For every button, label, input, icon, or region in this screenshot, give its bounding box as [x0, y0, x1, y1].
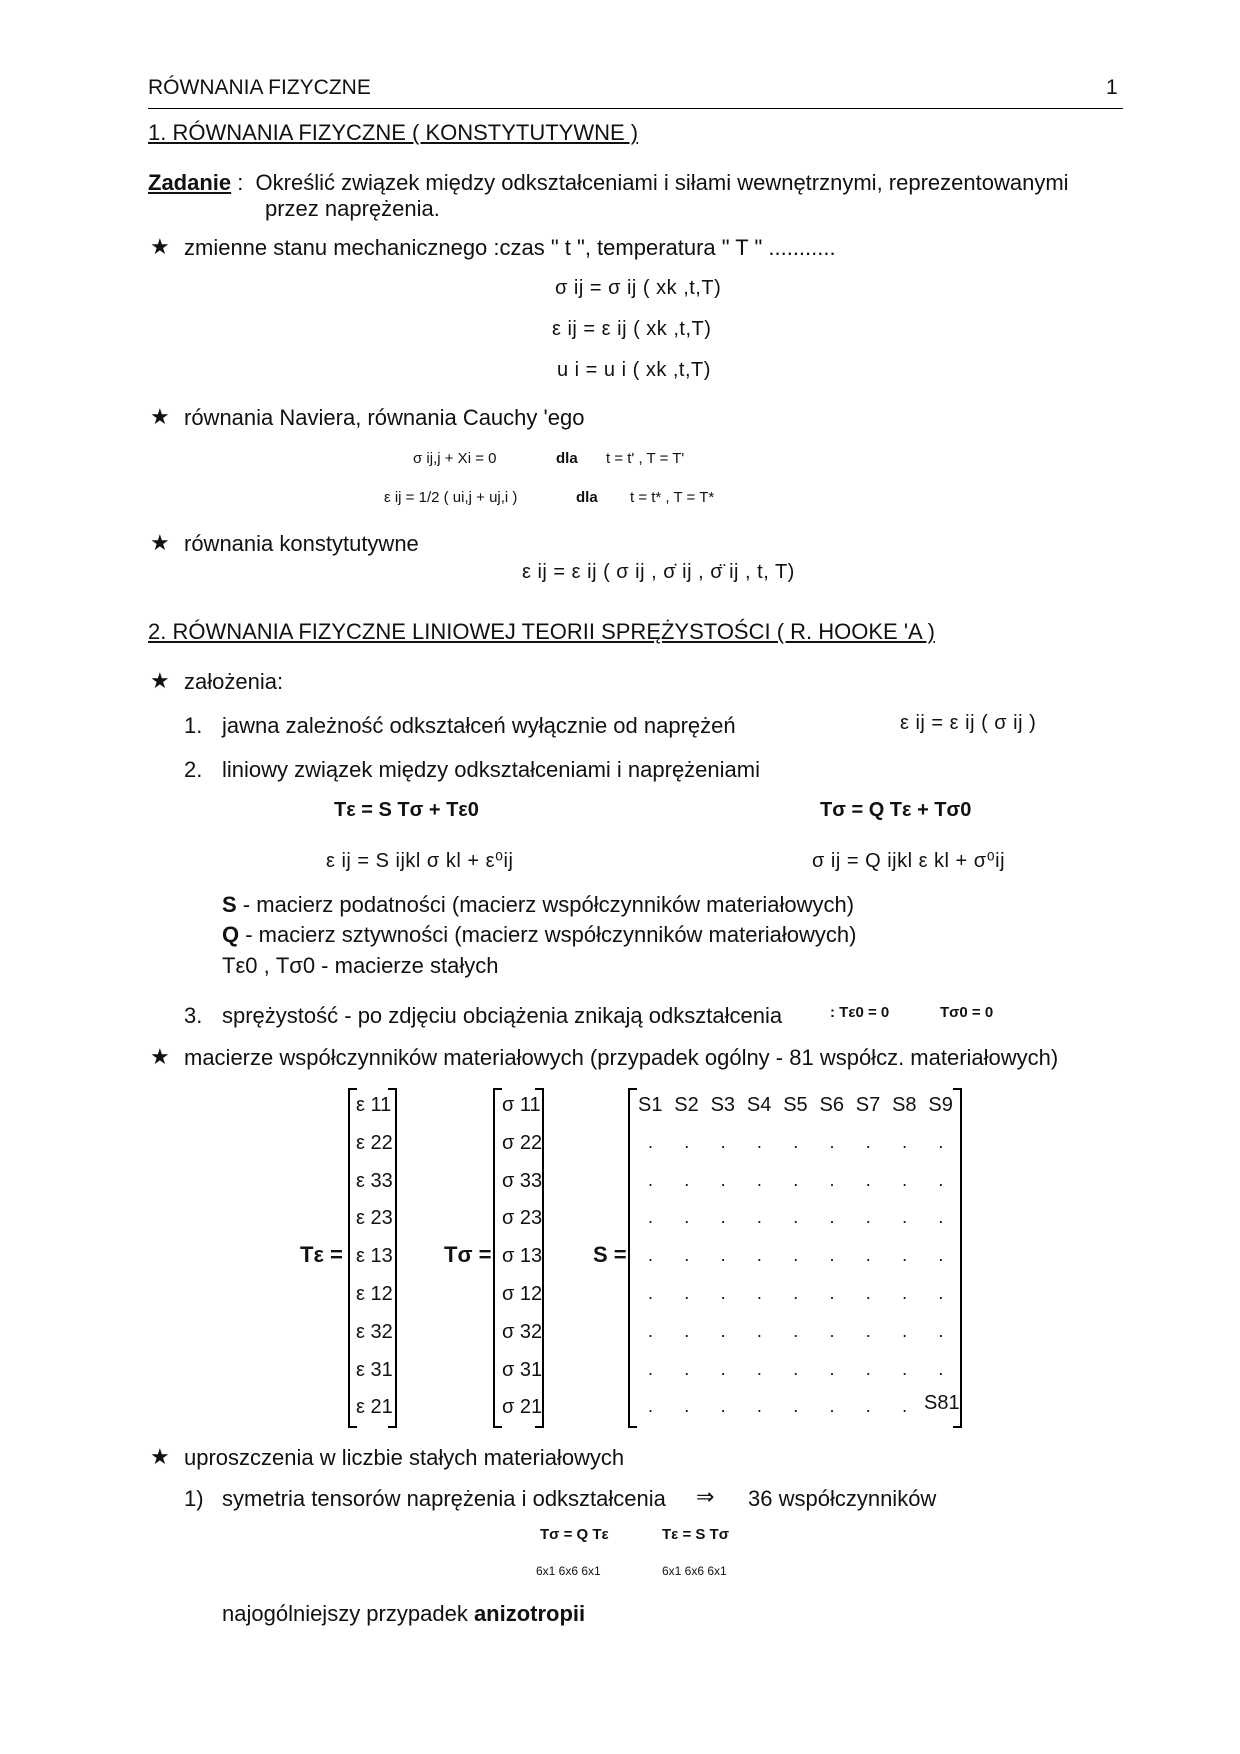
- def-S: S - macierz podatności (macierz współczynników materiałowych): [222, 892, 855, 917]
- star-bullet-icon: ★: [150, 404, 170, 429]
- S-matrix-dot: .: [793, 1245, 799, 1266]
- S-matrix-dot: .: [902, 1320, 908, 1341]
- S-matrix-dot: .: [648, 1283, 654, 1303]
- equation-constitutive: ε ij = ε ij ( σ ij , σ̇ ij , σ̈ ij , t, T): [522, 561, 795, 583]
- S-matrix-dot: .: [756, 1396, 762, 1417]
- S-matrix-dot: .: [938, 1283, 944, 1303]
- S-matrix-header-entry: S4: [746, 1094, 772, 1116]
- anisotropy-line: najogólniejszy przypadek anizotropii: [222, 1601, 586, 1626]
- S-matrix-dot: .: [756, 1320, 762, 1341]
- S-matrix-dot: .: [829, 1396, 835, 1417]
- S-matrix-dot: .: [865, 1358, 871, 1379]
- S-matrix-dot: .: [720, 1245, 726, 1266]
- item-1-text: jawna zależność odkształceń wyłącznie od naprężeń: [222, 713, 736, 738]
- S-matrix-dot: .: [720, 1131, 726, 1152]
- Te-label: Tε =: [300, 1242, 343, 1267]
- strain-vector-entry: ε 11: [356, 1094, 392, 1116]
- S-matrix-dot: .: [684, 1169, 690, 1190]
- S-matrix-dot: .: [829, 1358, 835, 1379]
- S-matrix-dot: .: [938, 1245, 944, 1266]
- bullet-simplifications: uproszczenia w liczbie stałych materiałowych: [184, 1445, 625, 1470]
- S-matrix-dot: .: [684, 1245, 690, 1266]
- item-3-cond-stress: Tσ0 = 0: [940, 1004, 994, 1021]
- S-matrix-header-entry: S5: [783, 1094, 808, 1116]
- item-3-number: 3.: [184, 1003, 203, 1028]
- S-matrix-dot: .: [684, 1207, 690, 1228]
- star-bullet-icon: ★: [150, 668, 170, 693]
- task-label: Zadanie: [148, 170, 232, 195]
- strain-vector-entry: ε 31: [356, 1358, 393, 1381]
- strain-vector-entry: ε 23: [356, 1207, 393, 1230]
- task-text-2: przez naprężenia.: [265, 196, 440, 221]
- strain-vector-entry: ε 22: [356, 1131, 393, 1154]
- S-matrix-dot: .: [648, 1320, 654, 1341]
- equation-stress: σ ij = σ ij ( xk ,t,T): [555, 277, 722, 299]
- S-matrix-dot: .: [648, 1207, 654, 1228]
- S-matrix-header-entry: S1: [638, 1094, 663, 1116]
- strain-vector-entry: ε 13: [356, 1245, 393, 1268]
- section-2-title: 2. RÓWNANIA FIZYCZNE LINIOWEJ TEORII SPRĘŻYSTOŚCI ( R. HOOKE 'A ): [148, 619, 935, 644]
- strain-vector-entry: ε 21: [356, 1396, 393, 1419]
- S-matrix-dot: .: [756, 1207, 762, 1228]
- S-matrix-dot: .: [720, 1207, 726, 1228]
- item-2-text: liniowy związek między odkształceniami i naprężeniami: [222, 757, 760, 782]
- linear-eq-stress: Tσ = Q Tε + Tσ0: [820, 799, 972, 821]
- page-number: 1: [1106, 76, 1118, 99]
- S-matrix-dot: .: [648, 1131, 654, 1152]
- S-matrix-last-entry: S81: [924, 1392, 960, 1414]
- stress-vector-entry: σ 22: [502, 1131, 543, 1154]
- strain-vector-entry: ε 33: [356, 1169, 393, 1192]
- cauchy-condition: t = t* , T = T*: [630, 489, 715, 506]
- index-eq-stress: σ ij = Q ijkl ε kl + σ⁰ij: [812, 850, 1006, 872]
- S-matrix-dot: .: [793, 1283, 799, 1303]
- S-matrix-dot: .: [865, 1207, 871, 1228]
- running-header-title: RÓWNANIA FIZYCZNE: [148, 76, 371, 99]
- S-matrix-dot: .: [865, 1320, 871, 1341]
- task-line: Zadanie : Określić związek między odkształceniami i siłami wewnętrznymi, reprezentowanymi: [148, 170, 1069, 195]
- S-matrix-dot: .: [648, 1169, 654, 1190]
- stress-vector-entry: σ 11: [502, 1094, 541, 1116]
- S-matrix-dot: .: [829, 1245, 835, 1266]
- S-left-bracket: [628, 1088, 637, 1428]
- S-matrix-dot: .: [829, 1207, 835, 1228]
- S-matrix-header-entry: S8: [892, 1094, 917, 1116]
- bullet-navier-cauchy: równania Naviera, równania Cauchy 'ego: [184, 405, 585, 430]
- S-matrix-header-entry: S7: [855, 1094, 881, 1116]
- strain-vector-entry: ε 32: [356, 1320, 393, 1343]
- navier-dla: dla: [556, 450, 578, 467]
- S-matrix-dot: .: [865, 1131, 871, 1152]
- navier-condition: t = t' , T = T': [606, 450, 685, 467]
- equation-displacement: u i = u i ( xk ,t,T): [557, 359, 711, 381]
- S-matrix-dot: .: [684, 1320, 690, 1341]
- S-matrix-dot: .: [684, 1396, 690, 1417]
- stress-vector-entry: σ 12: [502, 1283, 543, 1305]
- S-matrix-dot: .: [793, 1320, 799, 1341]
- def-T0: Tε0 , Tσ0 - macierze stałych: [222, 953, 499, 978]
- S-matrix-dot: .: [756, 1358, 762, 1379]
- S-matrix-dot: .: [793, 1358, 799, 1379]
- simpl-1-number: 1): [184, 1486, 204, 1511]
- S-matrix-dot: .: [720, 1358, 726, 1379]
- stress-vector-entry: σ 33: [502, 1169, 543, 1192]
- S-matrix-dot: .: [902, 1131, 908, 1152]
- S-matrix-dot: .: [648, 1245, 654, 1266]
- item-3-cond-strain: : Tε0 = 0: [830, 1004, 890, 1021]
- S-matrix-dot: .: [756, 1169, 762, 1190]
- Ts-left-bracket: [493, 1088, 502, 1428]
- S-matrix-dot: .: [684, 1358, 690, 1379]
- S-matrix-dot: .: [756, 1245, 762, 1266]
- def-Q: Q - macierz sztywności (macierz współczynników materiałowych): [222, 922, 857, 947]
- index-eq-strain: ε ij = S ijkl σ kl + ε⁰ij: [326, 850, 514, 872]
- stress-vector-entry: σ 32: [502, 1320, 543, 1343]
- stress-vector-entry: σ 13: [502, 1245, 543, 1268]
- linear-eq-strain: Tε = S Tσ + Tε0: [334, 799, 479, 821]
- S-matrix-dot: .: [793, 1207, 799, 1228]
- S-matrix-dot: .: [720, 1169, 726, 1190]
- reduced-eq-strain-dims: 6x1 6x6 6x1: [662, 1564, 727, 1578]
- S-right-bracket: [953, 1088, 962, 1428]
- S-matrix-dot: .: [902, 1358, 908, 1379]
- S-matrix-dot: .: [793, 1169, 799, 1190]
- S-matrix-dot: .: [938, 1358, 944, 1379]
- S-matrix-dot: .: [684, 1131, 690, 1152]
- S-matrix-dot: .: [648, 1396, 654, 1417]
- simpl-1-result: 36 współczynników: [748, 1486, 937, 1511]
- simpl-1-text: symetria tensorów naprężenia i odkształcenia: [222, 1486, 666, 1511]
- item-1-equation: ε ij = ε ij ( σ ij ): [900, 712, 1037, 734]
- stress-vector-entry: σ 23: [502, 1207, 543, 1230]
- bullet-material-matrices: macierze współczynników materiałowych (przypadek ogólny - 81 współcz. materiałowych): [184, 1045, 1059, 1070]
- implies-arrow-icon: ⇒: [696, 1484, 715, 1509]
- S-matrix-dot: .: [902, 1283, 908, 1303]
- S-matrix-header-entry: S6: [819, 1094, 844, 1116]
- bullet-constitutive: równania konstytutywne: [184, 531, 419, 556]
- S-matrix-dot: .: [865, 1283, 871, 1303]
- S-matrix-dot: .: [829, 1131, 835, 1152]
- S-matrix-dot: .: [938, 1320, 944, 1341]
- S-matrix-dot: .: [865, 1245, 871, 1266]
- S-matrix-header-entry: S9: [928, 1094, 953, 1116]
- header-rule: [148, 108, 1123, 109]
- S-matrix-dot: .: [756, 1283, 762, 1303]
- S-matrix-dot: .: [938, 1169, 944, 1190]
- item-3-text: sprężystość - po zdjęciu obciążenia znikają odkształcenia: [222, 1003, 783, 1028]
- item-1-number: 1.: [184, 713, 203, 738]
- star-bullet-icon: ★: [150, 234, 170, 259]
- S-matrix-dot: .: [902, 1396, 908, 1417]
- S-label: S =: [593, 1242, 627, 1267]
- S-matrix-dot: .: [865, 1169, 871, 1190]
- S-matrix-dot: .: [829, 1283, 835, 1303]
- S-matrix-dot: .: [938, 1131, 944, 1152]
- S-matrix-dot: .: [720, 1320, 726, 1341]
- star-bullet-icon: ★: [150, 1444, 170, 1469]
- S-matrix-dot: .: [720, 1396, 726, 1417]
- section-1-title: 1. RÓWNANIA FIZYCZNE ( KONSTYTUTYWNE ): [148, 120, 639, 145]
- S-matrix-dot: .: [793, 1131, 799, 1152]
- stress-vector-entry: σ 31: [502, 1358, 543, 1381]
- S-matrix-dot: .: [756, 1131, 762, 1152]
- cauchy-dla: dla: [576, 489, 598, 506]
- item-2-number: 2.: [184, 757, 203, 782]
- navier-equation: σ ij,j + Xi = 0: [413, 450, 497, 467]
- stress-vector-entry: σ 21: [502, 1396, 543, 1419]
- S-matrix-dot: .: [829, 1320, 835, 1341]
- S-matrix-header-entry: S2: [674, 1094, 699, 1116]
- equation-strain: ε ij = ε ij ( xk ,t,T): [552, 318, 712, 340]
- reduced-eq-stress-dims: 6x1 6x6 6x1: [536, 1564, 601, 1578]
- Ts-label: Tσ =: [444, 1242, 492, 1267]
- S-matrix-dot: .: [793, 1396, 799, 1417]
- S-matrix-dot: .: [902, 1207, 908, 1228]
- reduced-eq-strain: Tε = S Tσ: [662, 1526, 729, 1543]
- strain-vector-entry: ε 12: [356, 1283, 393, 1305]
- S-matrix-header-entry: S3: [710, 1094, 736, 1116]
- star-bullet-icon: ★: [150, 1044, 170, 1069]
- cauchy-equation: ε ij = 1/2 ( ui,j + uj,i ): [384, 489, 518, 506]
- S-matrix-dot: .: [865, 1396, 871, 1417]
- S-matrix-dot: .: [829, 1169, 835, 1190]
- reduced-eq-stress: Tσ = Q Tε: [540, 1526, 609, 1543]
- S-matrix-dot: .: [938, 1207, 944, 1228]
- star-bullet-icon: ★: [150, 530, 170, 555]
- bullet-assumptions: założenia:: [184, 669, 284, 694]
- S-matrix-dot: .: [720, 1283, 726, 1303]
- bullet-state-variables: zmienne stanu mechanicznego :czas " t ", temperatura " T " ...........: [184, 235, 836, 260]
- S-matrix-dot: .: [902, 1169, 908, 1190]
- S-matrix-dot: .: [648, 1358, 654, 1379]
- S-matrix-dot: .: [684, 1283, 690, 1303]
- task-text-1: Określić związek między odkształceniami i siłami wewnętrznymi, reprezentowanymi: [255, 170, 1069, 195]
- S-matrix-dot: .: [902, 1245, 908, 1266]
